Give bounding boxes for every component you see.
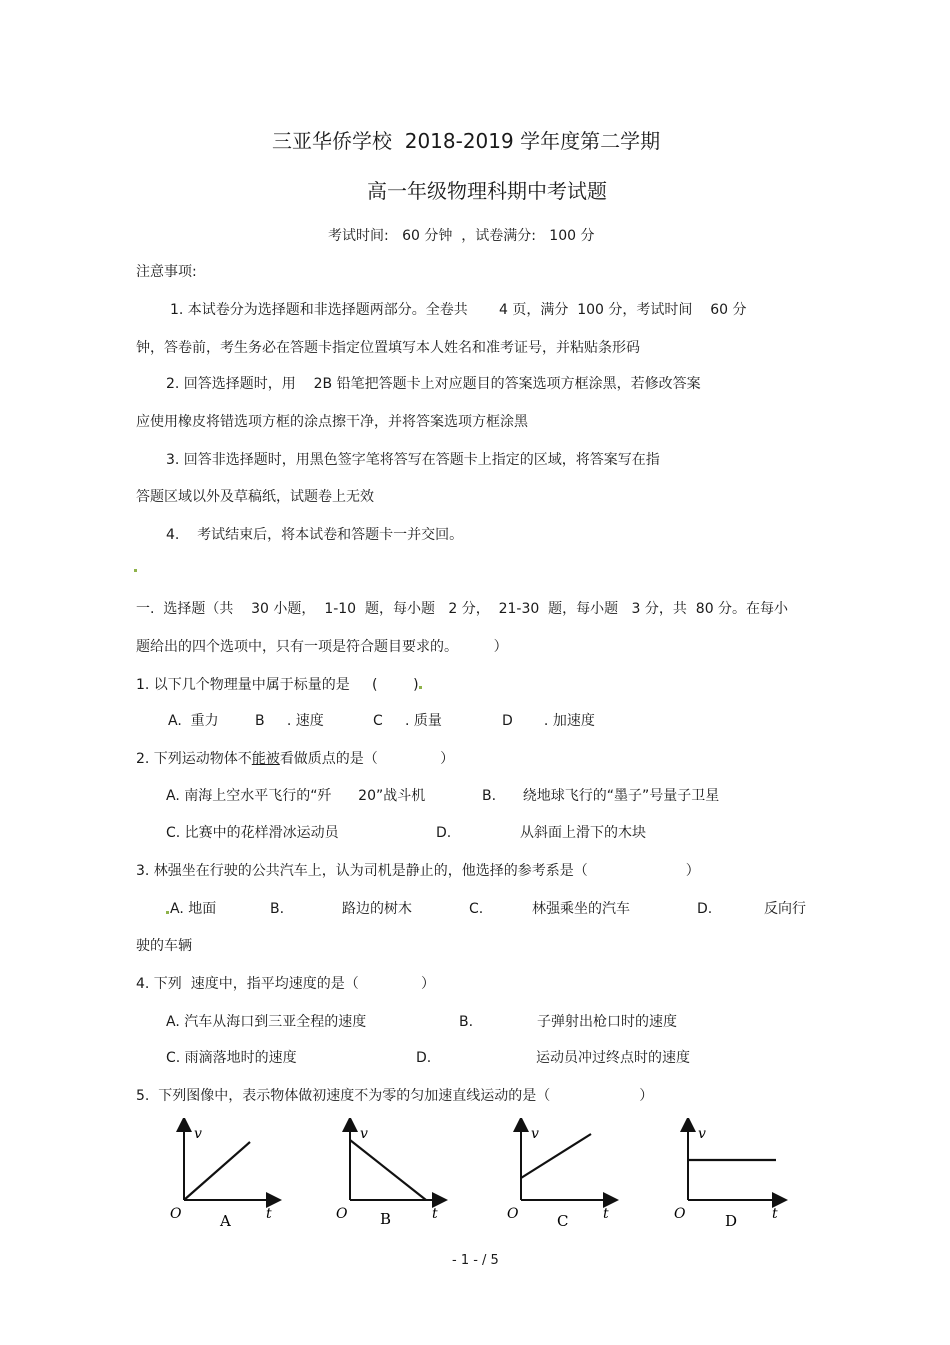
q1-option-b: B . 速度	[255, 713, 324, 729]
q5-graph-c	[505, 1118, 625, 1234]
q4-option-d-text: 运动员冲过终点时的速度	[536, 1050, 690, 1066]
page-number: - 1 - / 5	[452, 1253, 499, 1268]
graph-label-a: A	[220, 1212, 231, 1230]
velocity-line	[184, 1142, 250, 1200]
axis-label-v: v	[698, 1126, 706, 1142]
exam-title-line2: 高一年级物理科期中考试题	[367, 179, 607, 203]
notice-item3-line2: 答题区域以外及草稿纸，试题卷上无效	[136, 489, 374, 505]
q3-option-d-label: D.	[697, 901, 713, 917]
exam-title-line1: 三亚华侨学校 2018-2019 学年度第二学期	[272, 129, 661, 153]
q3-option-b-label: B.	[270, 901, 285, 917]
section1-intro-line1: 一. 选择题（共 30 小题， 1-10 题，每小题 2 分， 21-30 题，每小题 3 分，共 80 分。在每小	[136, 601, 789, 617]
q2-stem-post: 看做质点的是（ ）	[279, 751, 455, 767]
q4-option-d-label: D.	[416, 1050, 432, 1066]
q2-option-c: C. 比赛中的花样滑冰运动员	[166, 825, 339, 841]
q1-option-c: C . 质量	[373, 713, 442, 729]
origin-label: O	[674, 1206, 686, 1222]
q2-stem-underline: 能被	[251, 751, 280, 767]
notice-item3-line1: 3. 回答非选择题时，用黑色签字笔将答写在答题卡上指定的区域，将答案写在指	[166, 452, 660, 468]
q2-stem-pre: 2. 下列运动物体不	[136, 751, 252, 767]
axis-label-t: t	[432, 1206, 438, 1222]
notice-heading: 注意事项:	[136, 264, 197, 280]
q1-option-d: D . 加速度	[502, 713, 595, 729]
q5-graph-b	[334, 1118, 454, 1234]
q5-graph-a	[168, 1118, 288, 1234]
section1-intro-line2: 题给出的四个选项中，只有一项是符合题目要求的。 ）	[136, 639, 508, 655]
q3-option-d-continued: 驶的车辆	[136, 938, 192, 954]
q2-option-d-text: 从斜面上滑下的木块	[520, 825, 646, 841]
axis-label-v: v	[360, 1126, 368, 1142]
q4-stem: 4. 下列 速度中，指平均速度的是（ ）	[136, 976, 436, 992]
axis-label-v: v	[194, 1126, 202, 1142]
origin-label: O	[507, 1206, 519, 1222]
q2-stem	[136, 749, 454, 769]
graph-label-b: B	[380, 1210, 392, 1228]
speck-mark	[134, 569, 137, 572]
q5-graph-d	[672, 1118, 794, 1234]
origin-label: O	[336, 1206, 348, 1222]
q4-option-b-text: 子弹射出枪口时的速度	[537, 1014, 677, 1030]
q4-option-b-label: B.	[459, 1014, 474, 1030]
velocity-line	[350, 1140, 426, 1200]
q5-stem: 5. 下列图像中，表示物体做初速度不为零的匀加速直线运动的是（ ）	[136, 1088, 654, 1104]
notice-item4: 4. 考试结束后，将本试卷和答题卡一并交回。	[166, 527, 464, 543]
exam-info: 考试时间: 60 分钟 ，试卷满分: 100 分	[328, 228, 595, 244]
notice-item2-line2: 应使用橡皮将错选项方框的涂点擦干净，并将答案选项方框涂黑	[136, 414, 528, 430]
speck-mark	[419, 686, 422, 689]
axis-label-v: v	[531, 1126, 539, 1142]
q2-option-a: A. 南海上空水平飞行的“歼 20”战斗机	[166, 788, 426, 804]
q1-stem: 1. 以下几个物理量中属于标量的是 ( )	[136, 677, 419, 693]
q3-option-b-text: 路边的树木	[342, 901, 412, 917]
notice-item1-line2: 钟，答卷前，考生务必在答题卡指定位置填写本人姓名和准考证号，并粘贴条形码	[136, 340, 640, 356]
graph-label-c: C	[557, 1212, 569, 1230]
graph-label-d: D	[725, 1212, 738, 1230]
q3-option-c-text: 林强乘坐的汽车	[532, 901, 630, 917]
origin-label: O	[170, 1206, 182, 1222]
q3-stem: 3. 林强坐在行驶的公共汽车上，认为司机是静止的，他选择的参考系是（ ）	[136, 863, 700, 879]
q1-option-a: A. 重力	[168, 713, 219, 729]
notice-item1-line1: 1. 本试卷分为选择题和非选择题两部分。全卷共 4 页，满分 100 分，考试时间 60 分	[170, 302, 747, 318]
q4-option-a: A. 汽车从海口到三亚全程的速度	[166, 1014, 367, 1030]
q2-option-b: B. 绕地球飞行的“墨子”号量子卫星	[482, 788, 720, 804]
q3-option-c-label: C.	[469, 901, 484, 917]
q3-option-d-text: 反向行	[764, 901, 806, 917]
axis-label-t: t	[772, 1206, 778, 1222]
notice-item2-line1: 2. 回答选择题时，用 2B 铅笔把答题卡上对应题目的答案选项方框涂黑，若修改答案	[166, 376, 701, 392]
speck-mark	[166, 911, 169, 914]
q4-option-c: C. 雨滴落地时的速度	[166, 1050, 297, 1066]
axis-label-t: t	[603, 1206, 609, 1222]
q2-option-d-label: D.	[436, 825, 452, 841]
axis-label-t: t	[266, 1206, 272, 1222]
q3-option-a: A. 地面	[170, 901, 217, 917]
